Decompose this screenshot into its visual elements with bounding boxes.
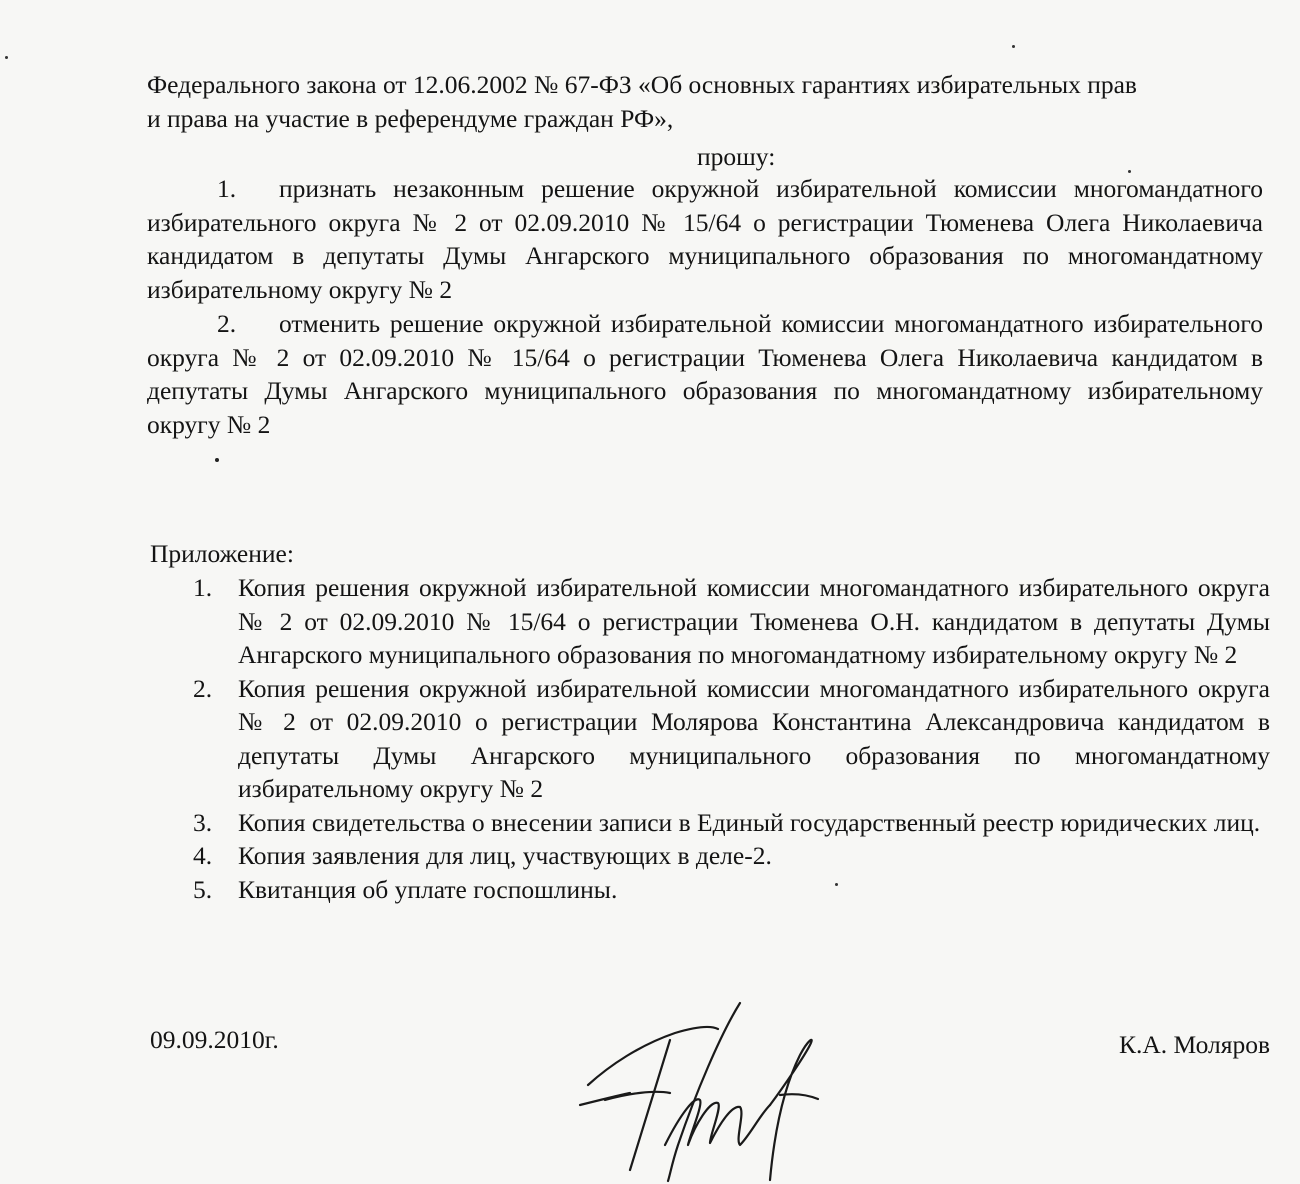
attachment-item <box>150 839 1270 873</box>
signer-name: К.А. Моляров <box>1119 1030 1270 1059</box>
attachment-number: 1. <box>193 573 213 602</box>
request-number: 2. <box>217 309 237 338</box>
attachment-item <box>150 806 1270 840</box>
attachment-item <box>150 873 1270 907</box>
attachments-title: Приложение: <box>150 539 294 568</box>
attachment-text: Копия заявления для лиц, участвующих в деле-2. <box>238 841 772 870</box>
attachment-number: 5. <box>193 874 213 904</box>
request-text: признать незаконным решение окружной избирательной комиссии многомандатного избирательного округа № 2 от 02.09.2010 № 15/64 о регистрации Тюменева Олега Николаевича кандидатом в депутаты Думы Ангарского муниципального образования по многомандатному избирательному округу № 2 <box>147 174 1263 304</box>
request-item-2 <box>147 307 1263 441</box>
request-heading: прошу: <box>697 142 776 171</box>
attachment-number: 4. <box>193 841 213 870</box>
request-item-1 <box>147 172 1263 306</box>
attachment-text: Копия решения окружной избирательной комиссии многомандатного избирательного округа № 2 от 02.09.2010 о регистрации Молярова Константина Александровича кандидатом в депутаты Думы Ангарского муниципального образования по многомандатному избирательному округу № 2 <box>238 673 1270 803</box>
attachment-number: 3. <box>193 807 213 837</box>
signature-icon <box>570 995 840 1184</box>
stray-dot <box>215 458 219 462</box>
request-text: отменить решение окружной избирательной комиссии многомандатного избирательного округа № 2 от 02.09.2010 № 15/64 о регистрации Тюменева Олега Николаевича кандидатом в депутаты Думы Ангарского муниципального образования по многомандатному избирательному округу № 2 <box>147 309 1263 439</box>
attachment-text: Квитанция об уплате госпошлины. <box>238 874 618 904</box>
request-number: 1. <box>217 174 237 203</box>
attachment-text: Копия решения окружной избирательной комиссии многомандатного избирательного округа № 2 от 02.09.2010 № 15/64 о регистрации Тюменева О.Н. кандидатом в депутаты Думы Ангарского муниципального образования по многомандатному избирательному округу № 2 <box>238 573 1270 669</box>
scan-speck <box>5 56 8 59</box>
attachment-item <box>150 571 1270 672</box>
attachment-item <box>150 672 1270 806</box>
intro-line-1: Федерального закона от 12.06.2002 № 67-ФЗ «Об основных гарантиях избирательных прав <box>147 70 1137 99</box>
scan-speck <box>1128 170 1131 173</box>
attachment-number: 2. <box>193 673 213 703</box>
intro-text <box>147 68 1267 136</box>
scan-speck <box>835 883 838 886</box>
attachment-text: Копия свидетельства о внесении записи в Единый государственный реестр юридических лиц. <box>238 807 1261 837</box>
scan-speck <box>1012 45 1015 48</box>
document-date: 09.09.2010г. <box>150 1025 279 1054</box>
attachments-list <box>150 571 1270 906</box>
intro-line-2: и права на участие в референдуме граждан РФ», <box>147 104 674 133</box>
